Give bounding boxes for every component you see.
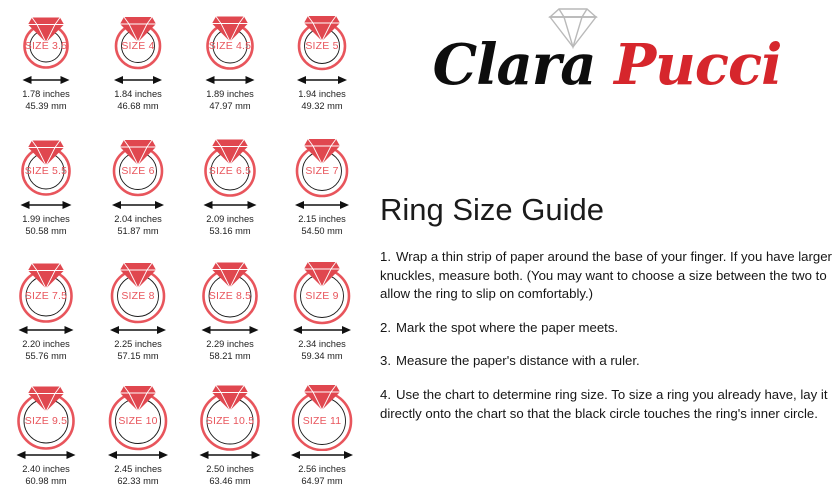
ring-row (0, 375, 368, 500)
guide-step (380, 352, 832, 371)
ring-illustration (187, 377, 273, 451)
ring-illustration (279, 2, 365, 76)
ring-inches: 2.45 inches (114, 464, 162, 474)
step-number: 2. (380, 319, 391, 335)
ring-inches: 1.94 inches (298, 89, 346, 99)
ring-illustration (3, 2, 89, 76)
ring-size-label: SIZE 4.5 (208, 40, 252, 52)
measure-arrow (95, 198, 181, 212)
step-text: Wrap a thin strip of paper around the base of your finger. If you have larger knuckles, measure both. (You may want to choose a size between the two to allow the ring to slip on comfortably.) (380, 249, 832, 302)
ring-size-label: SIZE 9.5 (24, 415, 68, 427)
ring-measurements (206, 464, 254, 487)
ring-size-label: SIZE 3.5 (24, 40, 68, 52)
measure-arrow (187, 198, 273, 212)
ring-illustration (95, 127, 181, 201)
ring-illustration (95, 252, 181, 326)
step-number: 3. (380, 353, 391, 369)
ring-inches: 2.40 inches (22, 464, 70, 474)
ring-size-label: SIZE 10.5 (205, 415, 255, 427)
ring-size-label: SIZE 4 (121, 40, 155, 52)
brand-name-last: Pucci (614, 32, 782, 98)
ring-cell (184, 0, 276, 125)
ring-inches: 1.78 inches (22, 89, 70, 99)
ring-mm: 59.34 mm (301, 350, 343, 361)
ring-size-chart (0, 0, 368, 501)
ring-measurements (22, 89, 70, 112)
ring-cell (92, 0, 184, 125)
ring-cell (92, 250, 184, 375)
ring-cell (92, 125, 184, 250)
ring-mm: 46.68 mm (117, 100, 159, 111)
guide-step (380, 386, 832, 423)
ring-illustration (187, 2, 273, 76)
guide-panel (372, 0, 839, 501)
ring-inches: 1.84 inches (114, 89, 162, 99)
ring-mm: 51.87 mm (117, 225, 159, 236)
ring-measurements (22, 214, 70, 237)
ring-illustration (3, 377, 89, 451)
ring-illustration (187, 127, 273, 201)
ring-mm: 63.46 mm (209, 475, 251, 486)
step-text: Use the chart to determine ring size. To size a ring you already have, lay it directly onto the chart so that the black circle touches the ring's inner circle. (380, 386, 828, 421)
brand-name (382, 32, 832, 98)
ring-illustration (279, 252, 365, 326)
ring-measurements (114, 89, 162, 112)
ring-measurements (114, 214, 162, 237)
ring-measurements (114, 464, 162, 487)
measure-arrow (187, 323, 273, 337)
ring-measurements (22, 339, 70, 362)
ring-measurements (206, 214, 254, 237)
ring-cell (276, 375, 368, 500)
page-title: Ring Size Guide (380, 192, 605, 227)
measure-arrow (279, 198, 365, 212)
ring-inches: 2.20 inches (22, 339, 70, 349)
measure-arrow (187, 448, 273, 462)
ring-inches: 2.34 inches (298, 339, 346, 349)
measure-arrow (3, 323, 89, 337)
ring-mm: 62.33 mm (117, 475, 159, 486)
ring-mm: 50.58 mm (25, 225, 67, 236)
measure-arrow (279, 323, 365, 337)
ring-size-label: SIZE 7.5 (24, 290, 68, 302)
measure-arrow (279, 448, 365, 462)
step-text: Measure the paper's distance with a ruler. (396, 353, 640, 369)
ring-mm: 55.76 mm (25, 350, 67, 361)
step-number: 1. (380, 249, 391, 264)
ring-size-label: SIZE 7 (305, 165, 339, 177)
ring-inches: 2.56 inches (298, 464, 346, 474)
ring-measurements (22, 464, 70, 487)
guide-step (380, 319, 832, 338)
ring-illustration (3, 252, 89, 326)
ring-mm: 49.32 mm (301, 100, 343, 111)
ring-measurements (298, 214, 346, 237)
ring-size-label: SIZE 8 (121, 290, 155, 302)
ring-illustration (279, 127, 365, 201)
ring-row (0, 250, 368, 375)
ring-inches: 2.50 inches (206, 464, 254, 474)
ring-illustration (279, 377, 365, 451)
guide-steps (380, 248, 832, 438)
ring-mm: 53.16 mm (209, 225, 251, 236)
measure-arrow (95, 73, 181, 87)
ring-mm: 60.98 mm (25, 475, 67, 486)
ring-size-label: SIZE 8.5 (208, 290, 252, 302)
ring-measurements (206, 89, 254, 112)
ring-mm: 47.97 mm (209, 100, 251, 111)
ring-illustration (3, 127, 89, 201)
measure-arrow (3, 448, 89, 462)
measure-arrow (3, 73, 89, 87)
ring-inches: 1.99 inches (22, 214, 70, 224)
ring-cell (92, 375, 184, 500)
ring-mm: 58.21 mm (209, 350, 251, 361)
ring-mm: 45.39 mm (25, 100, 67, 111)
step-number: 4. (380, 386, 391, 402)
ring-measurements (298, 339, 346, 362)
ring-inches: 2.25 inches (114, 339, 162, 349)
ring-measurements (298, 89, 346, 112)
ring-size-label: SIZE 5.5 (24, 165, 68, 177)
ring-mm: 57.15 mm (117, 350, 159, 361)
ring-measurements (298, 464, 346, 487)
ring-cell (0, 375, 92, 500)
ring-cell (276, 250, 368, 375)
ring-size-label: SIZE 9 (305, 290, 339, 302)
ring-inches: 2.29 inches (206, 339, 254, 349)
ring-measurements (206, 339, 254, 362)
ring-inches: 2.04 inches (114, 214, 162, 224)
brand-name-first: Clara (432, 32, 596, 98)
measure-arrow (3, 198, 89, 212)
ring-size-label: SIZE 10 (118, 415, 158, 427)
measure-arrow (279, 73, 365, 87)
step-text: Mark the spot where the paper meets. (396, 319, 619, 335)
ring-cell (0, 250, 92, 375)
ring-cell (0, 0, 92, 125)
ring-cell (184, 375, 276, 500)
ring-size-label: SIZE 5 (305, 40, 339, 52)
ring-inches: 1.89 inches (206, 89, 254, 99)
ring-row (0, 0, 368, 125)
ring-row (0, 125, 368, 250)
ring-illustration (95, 377, 181, 451)
ring-inches: 2.15 inches (298, 214, 346, 224)
ring-illustration (95, 2, 181, 76)
ring-measurements (114, 339, 162, 362)
measure-arrow (95, 323, 181, 337)
ring-inches: 2.09 inches (206, 214, 254, 224)
ring-size-label: SIZE 11 (302, 415, 342, 427)
ring-cell (276, 0, 368, 125)
guide-step (380, 248, 832, 304)
brand-logo (382, 4, 832, 114)
measure-arrow (187, 73, 273, 87)
measure-arrow (95, 448, 181, 462)
ring-cell (276, 125, 368, 250)
ring-mm: 54.50 mm (301, 225, 343, 236)
ring-size-label: SIZE 6.5 (208, 165, 252, 177)
ring-size-label: SIZE 6 (121, 165, 155, 177)
ring-cell (0, 125, 92, 250)
ring-cell (184, 125, 276, 250)
ring-cell (184, 250, 276, 375)
ring-illustration (187, 252, 273, 326)
ring-mm: 64.97 mm (301, 475, 343, 486)
